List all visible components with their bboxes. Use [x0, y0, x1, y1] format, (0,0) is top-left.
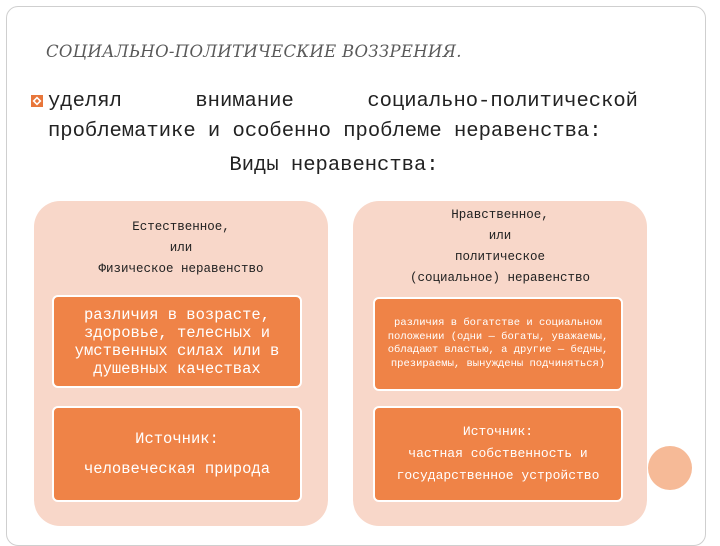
heading-line: или: [169, 241, 193, 255]
heading-line: Нравственное,: [451, 208, 549, 222]
bullet-word: социально-политической: [367, 90, 638, 113]
source-value: частная собственность и государственное устройство: [396, 446, 600, 483]
subheading: Виды неравенства:: [229, 154, 439, 177]
panel-heading: [353, 205, 647, 289]
heading-line: (социальное) неравенство: [409, 271, 591, 285]
decorative-circle: [648, 446, 692, 490]
bullet-text-line-2: проблематике и особенно проблеме неравенства:: [48, 120, 602, 143]
slide-title: СОЦИАЛЬНО-ПОЛИТИЧЕСКИЕ ВОЗЗРЕНИЯ.: [46, 42, 462, 61]
source-box: [52, 406, 302, 502]
heading-line: политическое: [454, 250, 545, 264]
panel-natural-inequality: [34, 201, 328, 526]
bullet-text-line-1: [48, 90, 638, 113]
panel-moral-inequality: [353, 201, 647, 526]
heading-line: Физическое неравенство: [98, 262, 264, 276]
description-text: различия в богатстве и социальном положении (одни — богаты, уважаемы, обладают властью, а другие — бедны, презираемы, вынуждены подчиняться): [387, 317, 609, 370]
bullet-word: уделял: [48, 90, 122, 113]
heading-line: или: [488, 229, 512, 243]
bullet-diamond-icon: [30, 94, 44, 108]
description-box: [52, 295, 302, 388]
source-box: [373, 406, 623, 502]
description-text: различия в возрасте, здоровье, телесных и умственных силах или в душевных качествах: [74, 305, 280, 378]
description-box: [373, 297, 623, 391]
panel-heading: [34, 217, 328, 280]
bullet-word: внимание: [195, 90, 294, 113]
source-label: Источник:: [135, 430, 219, 448]
source-label: Источник:: [462, 424, 534, 439]
heading-line: Естественное,: [132, 220, 230, 234]
source-value: человеческая природа: [83, 460, 271, 478]
